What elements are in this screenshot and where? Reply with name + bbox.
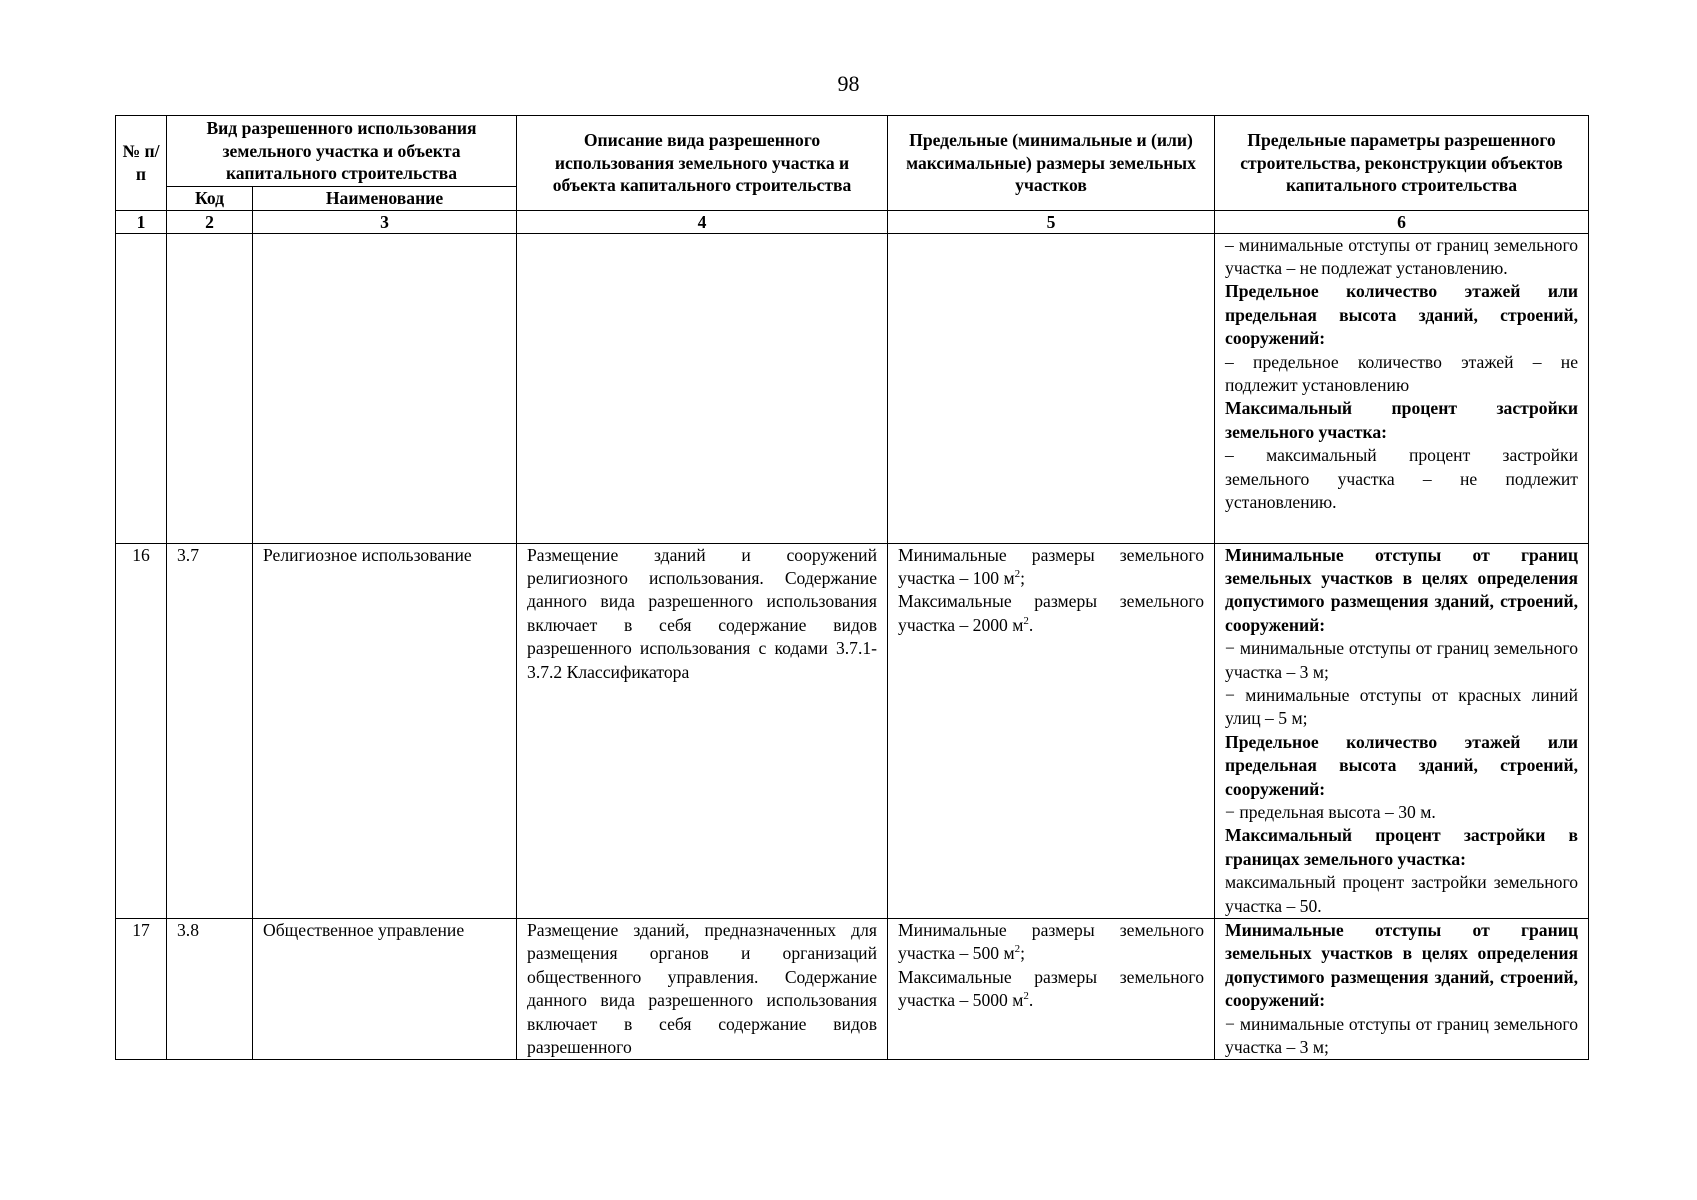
params-line bbox=[1225, 871, 1578, 918]
table-row bbox=[116, 543, 1589, 919]
column-number: 1 bbox=[116, 210, 167, 233]
params-line bbox=[1225, 801, 1578, 824]
row-name: Религиозное использование bbox=[253, 543, 517, 919]
row-description: Размещение зданий, предназначенных для размещения органов и организаций общественного управления. Содержание данного вида разрешенного использования включает в себя содержание видов разрешенного bbox=[517, 919, 888, 1060]
line-text: Минимальные отступы от границ земельных участков в целях определения допустимого размещения зданий, строений, сооружений: bbox=[1225, 544, 1579, 635]
header-num: № п/п bbox=[116, 116, 167, 211]
header-plot-sizes: Предельные (минимальные и (или) максимальные) размеры земельных участков bbox=[888, 116, 1215, 211]
line-text: Предельное количество этажей или предельная высота зданий, строений, сооружений: bbox=[1225, 281, 1579, 349]
plot-size-line bbox=[898, 590, 1204, 637]
table-row bbox=[116, 233, 1589, 543]
line-text: − предельная высота – 30 м. bbox=[1225, 801, 1436, 822]
row-name: Общественное управление bbox=[253, 919, 517, 1060]
land-use-table bbox=[115, 115, 1589, 1060]
column-number: 3 bbox=[253, 210, 517, 233]
line-text: – предельное количество этажей – не подлежит установлению bbox=[1225, 351, 1579, 395]
row-sizes bbox=[888, 543, 1215, 919]
plot-size-line bbox=[898, 544, 1204, 591]
header-usage-kind: Вид разрешенного использования земельного участка и объекта капитального строительства bbox=[167, 116, 517, 187]
header-name: Наименование bbox=[253, 187, 517, 211]
header-params: Предельные параметры разрешенного строительства, реконструкции объектов капитального строительства bbox=[1215, 116, 1589, 211]
params-heading bbox=[1225, 731, 1578, 801]
row-description: Размещение зданий и сооружений религиозного использования. Содержание данного вида разрешенного использования включает в себя содержание видов разрешенного использования с кодами 3.7.1-3.7.2 Классификатора bbox=[517, 543, 888, 919]
params-heading bbox=[1225, 824, 1578, 871]
superscript: 2 bbox=[1023, 990, 1029, 1003]
table-body bbox=[116, 233, 1589, 1060]
params-line bbox=[1225, 637, 1578, 684]
plot-size-line bbox=[898, 966, 1204, 1013]
line-text: Минимальные размеры земельного участка – 100 м bbox=[898, 544, 1205, 588]
row-number: 16 bbox=[116, 543, 167, 919]
row-number: 17 bbox=[116, 919, 167, 1060]
row-params bbox=[1215, 919, 1589, 1060]
line-text: Максимальный процент застройки в границах земельного участка: bbox=[1225, 825, 1579, 869]
plot-size-line bbox=[898, 919, 1204, 966]
line-tail: . bbox=[1028, 990, 1034, 1011]
row-code: 3.7 bbox=[167, 543, 253, 919]
table-row bbox=[116, 919, 1589, 1060]
line-text: Минимальные отступы от границ земельных участков в целях определения допустимого размещения зданий, строений, сооружений: bbox=[1225, 920, 1579, 1011]
row-code: 3.8 bbox=[167, 919, 253, 1060]
line-text: Максимальные размеры земельного участка – 5000 м bbox=[898, 966, 1205, 1011]
line-text: максимальный процент застройки земельного участка – 50. bbox=[1225, 872, 1579, 916]
params-line bbox=[1225, 351, 1578, 398]
params-line bbox=[1225, 1013, 1578, 1060]
params-heading bbox=[1225, 397, 1578, 444]
page-number: 98 bbox=[837, 71, 860, 96]
column-number: 5 bbox=[888, 210, 1215, 233]
row-sizes bbox=[888, 919, 1215, 1060]
line-text: − минимальные отступы от границ земельного участка – 3 м; bbox=[1225, 1013, 1579, 1058]
line-tail: . bbox=[1028, 614, 1034, 635]
column-number: 2 bbox=[167, 210, 253, 233]
params-line bbox=[1225, 234, 1578, 281]
line-text: Максимальные размеры земельного участка – 2000 м bbox=[898, 591, 1205, 635]
line-text: − минимальные отступы от красных линий улиц – 5 м; bbox=[1225, 684, 1579, 729]
params-heading bbox=[1225, 919, 1578, 1013]
superscript: 2 bbox=[1023, 614, 1029, 627]
row-number bbox=[116, 233, 167, 543]
line-text: Максимальный процент застройки земельного участка: bbox=[1225, 398, 1579, 442]
line-tail: ; bbox=[1020, 567, 1025, 588]
superscript: 2 bbox=[1014, 568, 1021, 581]
column-number: 4 bbox=[517, 210, 888, 233]
params-line bbox=[1225, 684, 1578, 731]
line-text: – минимальные отступы от границ земельного участка – не подлежат установлению. bbox=[1225, 234, 1579, 278]
line-text: Предельное количество этажей или предельная высота зданий, строений, сооружений: bbox=[1225, 731, 1579, 799]
row-name bbox=[253, 233, 517, 543]
line-tail: ; bbox=[1020, 943, 1025, 964]
line-text: Минимальные размеры земельного участка – 500 м bbox=[898, 920, 1205, 964]
header-code: Код bbox=[167, 187, 253, 211]
row-description bbox=[517, 233, 888, 543]
params-heading bbox=[1225, 280, 1578, 350]
column-number: 6 bbox=[1215, 210, 1589, 233]
params-heading bbox=[1225, 544, 1578, 638]
line-text: − минимальные отступы от границ земельного участка – 3 м; bbox=[1225, 638, 1579, 682]
row-code bbox=[167, 233, 253, 543]
row-sizes bbox=[888, 233, 1215, 543]
superscript: 2 bbox=[1014, 943, 1021, 956]
row-params bbox=[1215, 233, 1589, 543]
params-line bbox=[1225, 444, 1578, 514]
line-text: – максимальный процент застройки земельного участка – не подлежит установлению. bbox=[1225, 445, 1579, 512]
header-description: Описание вида разрешенного использования земельного участка и объекта капитального строительства bbox=[517, 116, 888, 211]
row-params bbox=[1215, 543, 1589, 919]
